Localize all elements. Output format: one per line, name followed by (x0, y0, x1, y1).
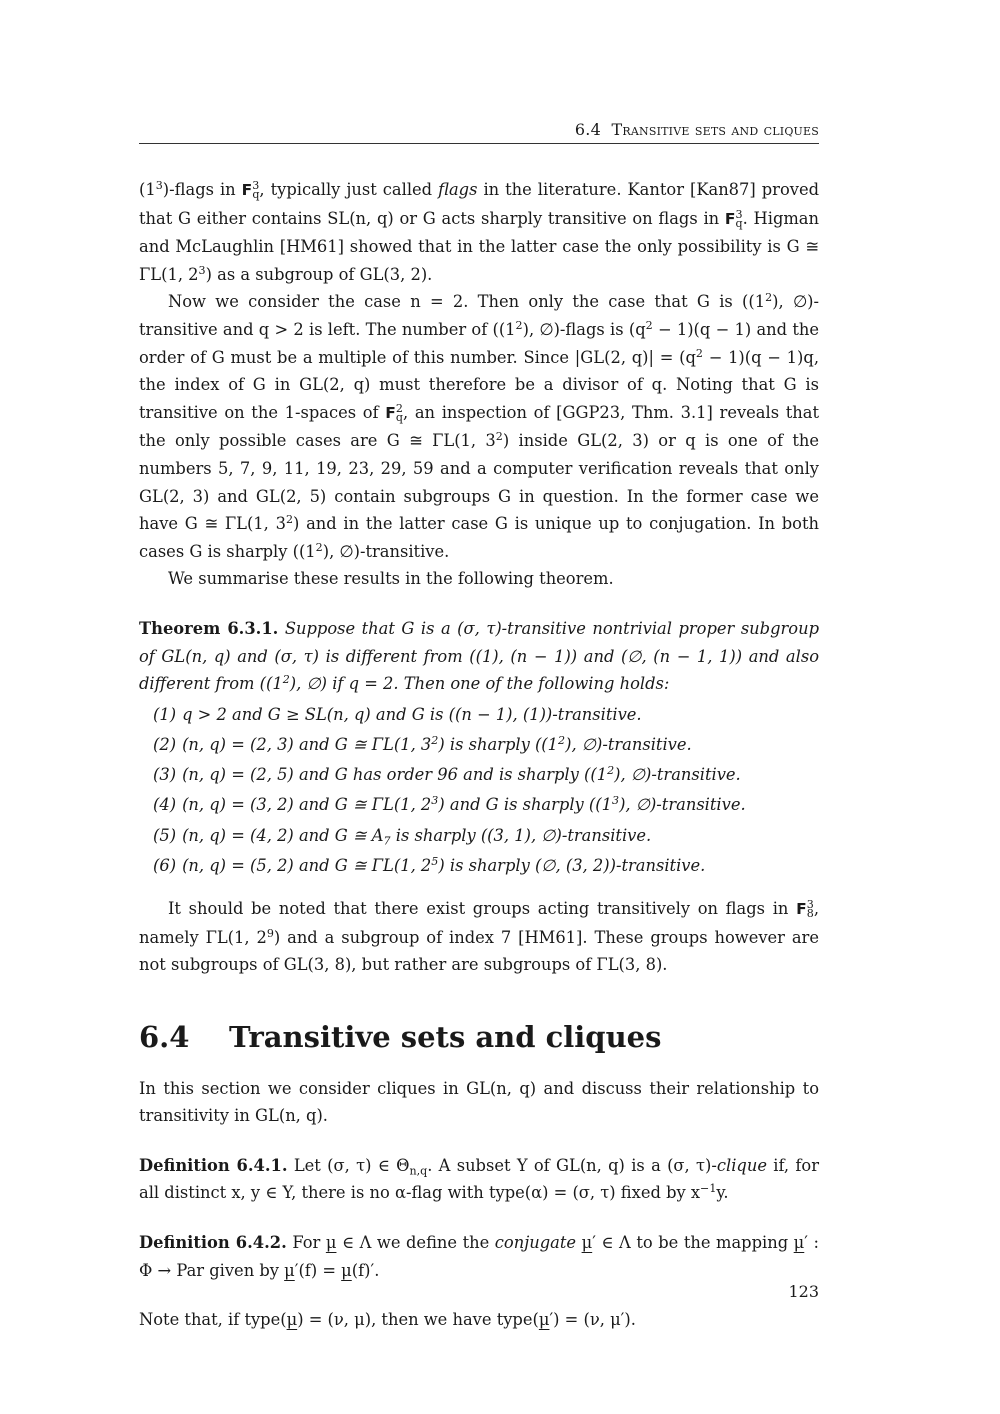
list-item: (4) (n, q) = (3, 2) and G ≅ ΓL(1, $2^3$) and G is sharply ($(1^3)$, ∅)-transitive. (153, 794, 746, 815)
definition-6-4-1: Definition 6.4.1. Let (σ, τ) ∈ $\Theta_{n,q}$. A subset Y of GL(n, q) is a (σ, τ)-clique if, for all distinct x, y ∈ Y, there is no α-flag with type(α) = (σ, τ) fixed by $x^{-1}y$. (139, 1155, 819, 1203)
definition-label: Definition 6.4.2. (139, 1233, 287, 1253)
section-number: 6.4 (139, 1019, 190, 1054)
page-number: 123 (788, 1282, 819, 1301)
list-item: (3) (n, q) = (2, 5) and G has order 96 and is sharply ($(1^2)$, ∅)-transitive. (153, 764, 741, 785)
paragraph-intro: In this section we consider cliques in GL(n, q) and discuss their relationship to transitivity in GL(n, q). (139, 1078, 819, 1126)
paragraph-flags-f8: It should be noted that there exist groups acting transitively on flags in $F^3_8$, namely ΓL(1, $2^9$) and a subgroup of index 7 [HM61]. These groups however are not subgroups of GL(3, 8), but rather are subgroups of ΓL(3, 8). (139, 897, 819, 975)
running-head (139, 120, 819, 139)
header-rule (139, 143, 819, 144)
paragraph-case-n2: Now we consider the case n = 2. Then only the case that G is ($(1^2)$, ∅)-transitive and q > 2 is left. The number of ($(1^2)$, ∅)-flags is $(q^2 - 1)(q - 1)$ and the order of G must be a multiple of this number. Since |GL(2, $q)| = (q^2 - 1)(q - 1)q$, the index of G in GL(2, q) must therefore be a divisor of q. Noting that G is transitive on the 1-spaces of $F^2_q$, an inspection of [GGP23, Thm. 3.1] reveals that the only possible cases are G ≅ ΓL(1, $3^2$) inside GL(2, 3) or q is one of the numbers 5, 7, 9, 11, 19, 23, 29, 59 and a computer verification reveals that only GL(2, 3) and GL(2, 5) contain subgroups G in question. In the former case we have G ≅ ΓL(1, $3^2$) and in the latter case G is unique up to conjugation. In both cases G is sharply ($(1^2)$, ∅)-transitive. (139, 291, 820, 561)
list-item: (2) (n, q) = (2, 3) and G ≅ ΓL(1, $3^2$) is sharply ($(1^2)$, ∅)-transitive. (153, 733, 692, 754)
section-title: Transitive sets and cliques (229, 1019, 662, 1054)
definition-label: Definition 6.4.1. (139, 1155, 288, 1175)
paragraph-flags: $(1^3)$-flags in $F^3_q$, typically just called flags in the literature. Kantor [Kan87] proved that G either contains SL(n, q) or G acts sharply transitive on flags in $F^3_q$. Higman and McLaughlin [HM61] showed that in the latter case the only possibility is G ≅ ΓL(1, $2^3$) as a subgroup of GL(3, 2). (139, 178, 820, 284)
list-item: (1) q > 2 and G ≥ SL(n, q) and G is ((n − 1), (1))-transitive. (153, 704, 642, 724)
theorem-cases-list (139, 700, 819, 881)
running-head-number: 6.4 (574, 120, 601, 139)
list-item: (6) (n, q) = (5, 2) and G ≅ ΓL(1, $2^5$) is sharply (∅, (3, 2))-transitive. (153, 854, 706, 875)
paragraph-note: Note that, if type(μ) = (ν, μ), then we have type(μ′) = (ν, μ′). (139, 1310, 636, 1330)
body-text (139, 176, 819, 1334)
theorem-label: Theorem 6.3.1. (139, 618, 279, 638)
theorem-6-3-1: Theorem 6.3.1. Suppose that G is a (σ, τ)-transitive nontrivial proper subgroup of GL(n, q) and (σ, τ) is different from ((1), (n − 1)) and (∅, (n − 1, 1)) and also different from ($(1^2)$, ∅) if q = 2. Then one of the following holds: (139, 618, 819, 694)
definition-6-4-2: Definition 6.4.2. For μ ∈ Λ we define the conjugate μ′ ∈ Λ to be the mapping μ′ : Φ → Par given by μ′(f) = μ(f)′. (139, 1233, 819, 1280)
running-head-title: Transitive sets and cliques (611, 120, 819, 139)
section-heading (139, 1019, 819, 1055)
list-item: (5) (n, q) = (4, 2) and G ≅ $A_7$ is sharply ((3, 1), ∅)-transitive. (153, 825, 652, 847)
paragraph-summary: We summarise these results in the following theorem. (168, 569, 614, 589)
page (139, 0, 819, 1414)
